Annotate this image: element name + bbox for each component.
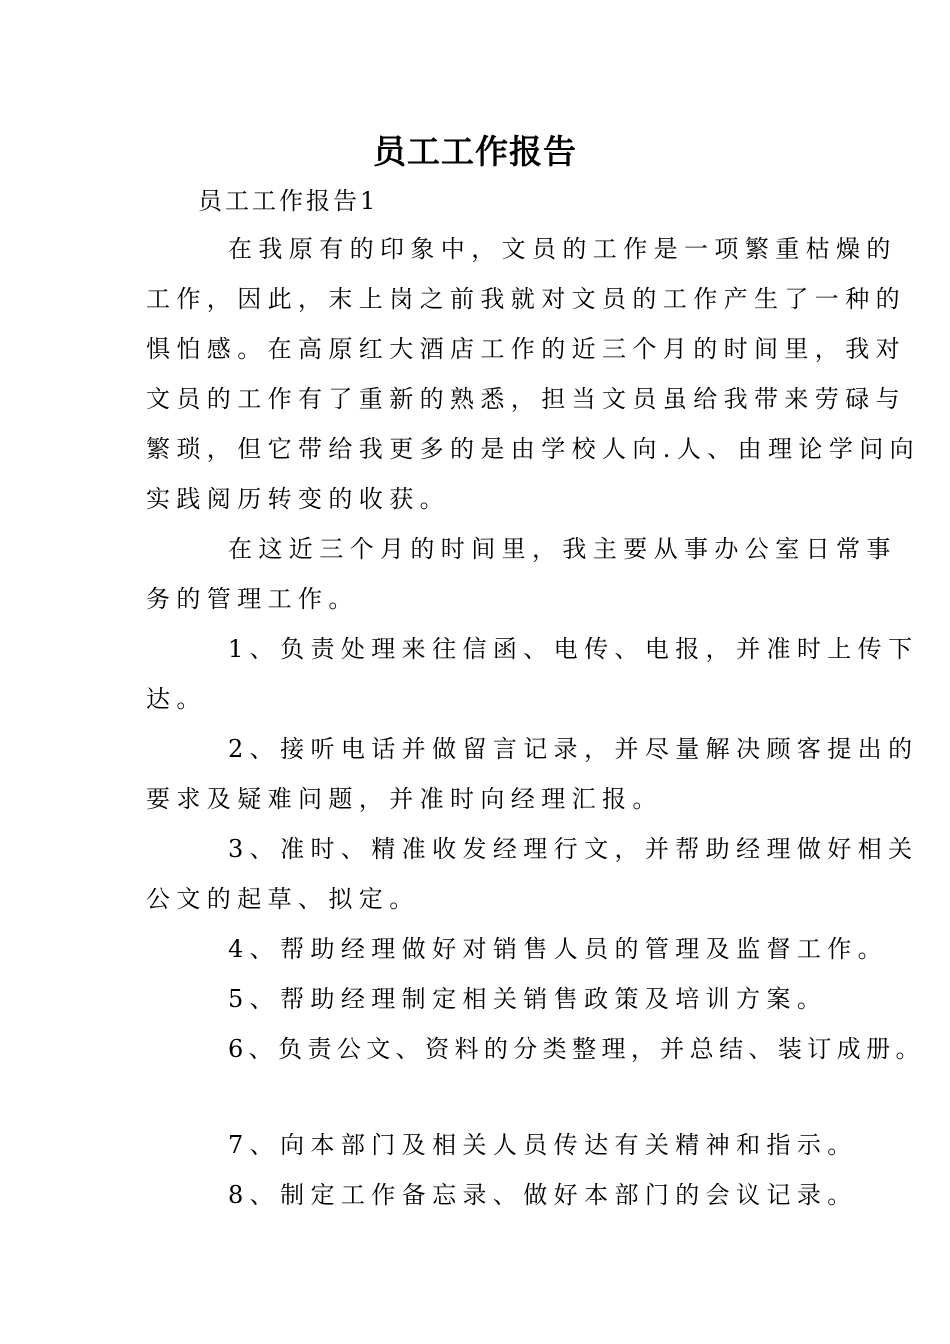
- list-item: 5、帮助经理制定相关销售政策及培训方案。: [228, 985, 828, 1013]
- paragraph-line: 实践阅历转变的收获。: [146, 485, 450, 513]
- list-item: 3、准时、精准收发经理行文，并帮助经理做好相关: [228, 835, 919, 863]
- list-item: 2、接听电话并做留言记录，并尽量解决顾客提出的: [228, 735, 919, 763]
- paragraph-line: 务的管理工作。: [146, 585, 359, 613]
- section-heading: 员工工作报告1: [198, 187, 379, 215]
- list-item: 6、负责公文、资料的分类整理，并总结、装订成册。: [228, 1035, 925, 1063]
- paragraph-line: 在我原有的印象中，文员的工作是一项繁重枯燥的: [228, 235, 897, 263]
- document-title: 员工工作报告: [373, 132, 577, 171]
- list-item-continuation: 要求及疑难问题，并准时向经理汇报。: [146, 785, 663, 813]
- paragraph-line: 在这近三个月的时间里，我主要从事办公室日常事: [228, 535, 897, 563]
- list-item: 4、帮助经理做好对销售人员的管理及监督工作。: [228, 935, 889, 963]
- paragraph-line: 繁琐，但它带给我更多的是由学校人向.人、由理论学问向: [146, 435, 921, 463]
- paragraph-line: 文员的工作有了重新的熟悉，担当文员虽给我带来劳碌与: [146, 385, 906, 413]
- list-item-continuation: 公文的起草、拟定。: [146, 885, 420, 913]
- list-item: 1、负责处理来往信函、电传、电报，并准时上传下: [228, 635, 919, 663]
- list-item: 7、向本部门及相关人员传达有关精神和指示。: [228, 1131, 858, 1159]
- list-item: 8、制定工作备忘录、做好本部门的会议记录。: [228, 1181, 858, 1209]
- paragraph-line: 惧怕感。在高原红大酒店工作的近三个月的时间里，我对: [146, 335, 906, 363]
- paragraph-line: 工作，因此，末上岗之前我就对文员的工作产生了一种的: [146, 285, 906, 313]
- list-item-continuation: 达。: [146, 685, 207, 713]
